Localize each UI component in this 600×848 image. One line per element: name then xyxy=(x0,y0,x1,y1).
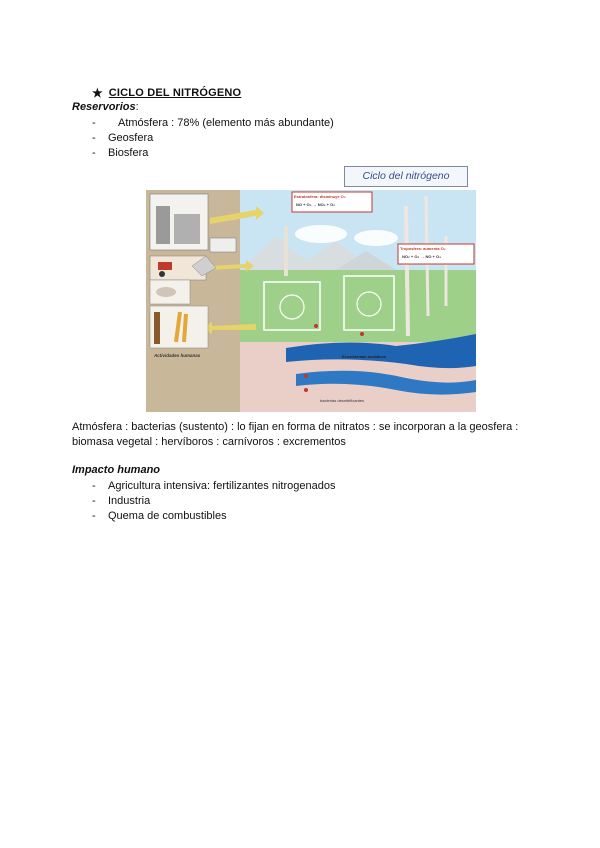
list-item xyxy=(92,494,335,509)
nitrogen-cycle-figure xyxy=(146,166,476,412)
dash-bullet: - xyxy=(92,495,96,507)
legend-label: bacterias desnitrificantes xyxy=(320,398,365,403)
list-item-text: Agricultura intensiva: fertilizantes nitrogenados xyxy=(108,480,336,492)
summary-paragraph xyxy=(72,420,532,450)
list-item xyxy=(92,479,335,494)
activities-title: Actividades humanas xyxy=(154,353,201,358)
dash-bullet: - xyxy=(92,117,96,129)
dash-bullet: - xyxy=(92,480,96,492)
document-title xyxy=(92,86,241,100)
reservorios-heading-text: Reservorios xyxy=(72,101,136,113)
impacto-heading: Impacto humano xyxy=(72,464,161,476)
list-item-text: Biosfera xyxy=(108,147,149,159)
paragraph-line-2: biomasa vegetal : hervíboros : carnívoros : excrementos xyxy=(72,436,346,448)
land-area xyxy=(240,270,476,342)
list-item-text: Geosfera xyxy=(108,132,154,144)
reservorios-heading xyxy=(72,101,139,113)
troposphere-equation: NO₂ + O₂ → NO + O₃ xyxy=(402,254,441,259)
impacto-list xyxy=(92,479,335,524)
dash-bullet: - xyxy=(92,132,96,144)
reservorios-heading-suffix: : xyxy=(135,101,139,113)
dash-bullet: - xyxy=(92,147,96,159)
dash-bullet: - xyxy=(92,510,96,522)
troposphere-label: Troposfera: aumenta O₃ xyxy=(400,246,446,251)
stratosphere-label: Estratosfera: disminuye O₃ xyxy=(294,194,346,199)
list-item xyxy=(92,146,334,161)
star-icon: ★ xyxy=(92,86,103,100)
list-item-text: Atmósfera : 78% (elemento más abundante) xyxy=(118,117,334,129)
stratosphere-equation: NO + O₃ → NO₂ + O₂ xyxy=(296,202,335,207)
title-text: CICLO DEL NITRÓGENO xyxy=(108,87,242,99)
list-item-text: Quema de combustibles xyxy=(108,510,227,522)
paragraph-line-1: Atmósfera : bacterias (sustento) : lo fijan en forma de nitratos : se incorporan a la geosfera : xyxy=(72,421,519,433)
reservorios-list xyxy=(92,116,334,161)
list-item xyxy=(92,131,334,146)
list-item xyxy=(92,116,334,131)
figure-title-box: Ciclo del nitrógeno xyxy=(344,166,468,187)
list-item-text: Industria xyxy=(108,495,151,507)
aquatic-label: Ecosistemas acuáticos xyxy=(342,354,387,359)
list-item xyxy=(92,509,335,524)
